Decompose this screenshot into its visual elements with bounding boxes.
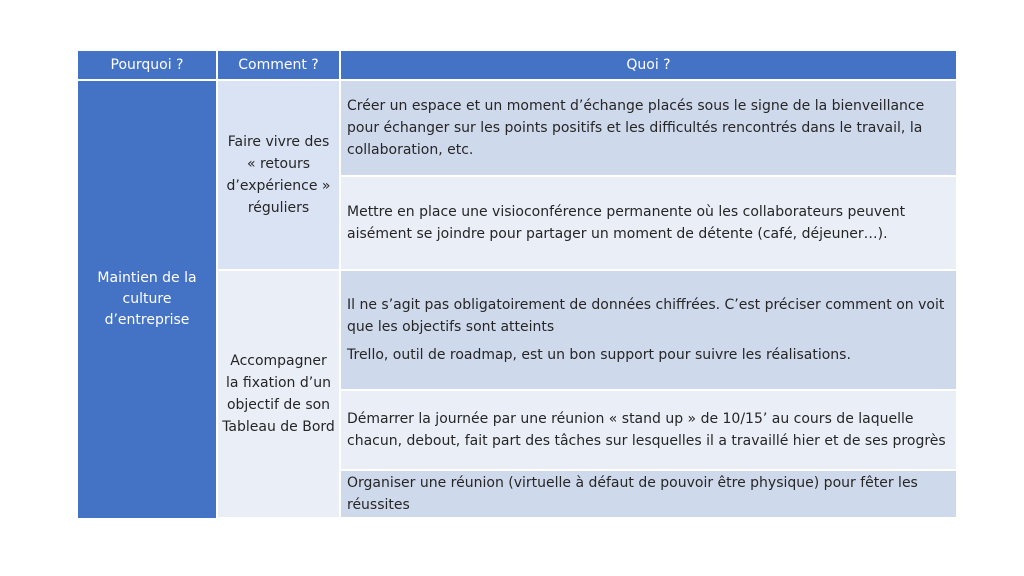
header-why: Pourquoi ? (78, 51, 217, 80)
what-text: Démarrer la journée par une réunion « stand up » de 10/15’ au cours de laquelle chacun, debout, fait part des tâches sur lesquelles il a travaillé hier et de ses progrès (347, 411, 946, 449)
header-row (78, 51, 956, 80)
header-how: Comment ? (217, 51, 340, 80)
what-text: Mettre en place une visioconférence permanente où les collaborateurs peuvent aisément se joindre pour partager un moment de détente (café, déjeuner…). (347, 204, 906, 242)
table-row (78, 80, 956, 176)
strategy-table (78, 51, 956, 519)
how-cell-objective: Accompagner la fixation d’un objectif de son Tableau de Bord (217, 270, 340, 518)
header-what: Quoi ? (340, 51, 956, 80)
why-cell: Maintien de la culture d’entreprise (78, 80, 217, 518)
what-text: Organiser une réunion (virtuelle à défaut de pouvoir être physique) pour fêter les réussites (347, 475, 918, 513)
what-text: Trello, outil de roadmap, est un bon support pour suivre les réalisations. (347, 347, 851, 363)
what-text: Il ne s’agit pas obligatoirement de données chiffrées. C’est préciser comment on voit que les objectifs sont atteints (347, 297, 945, 335)
what-cell-objectives (340, 270, 956, 390)
what-cell-videoconference (340, 176, 956, 270)
what-cell-standup (340, 390, 956, 470)
what-text: Créer un espace et un moment d’échange placés sous le signe de la bienveillance pour échanger sur les points positifs et les difficultés rencontrés dans le travail, la collaboration, etc. (347, 98, 925, 158)
what-cell-exchange-space (340, 80, 956, 176)
how-cell-feedback: Faire vivre des « retours d’expérience » réguliers (217, 80, 340, 270)
what-cell-celebrate (340, 470, 956, 518)
